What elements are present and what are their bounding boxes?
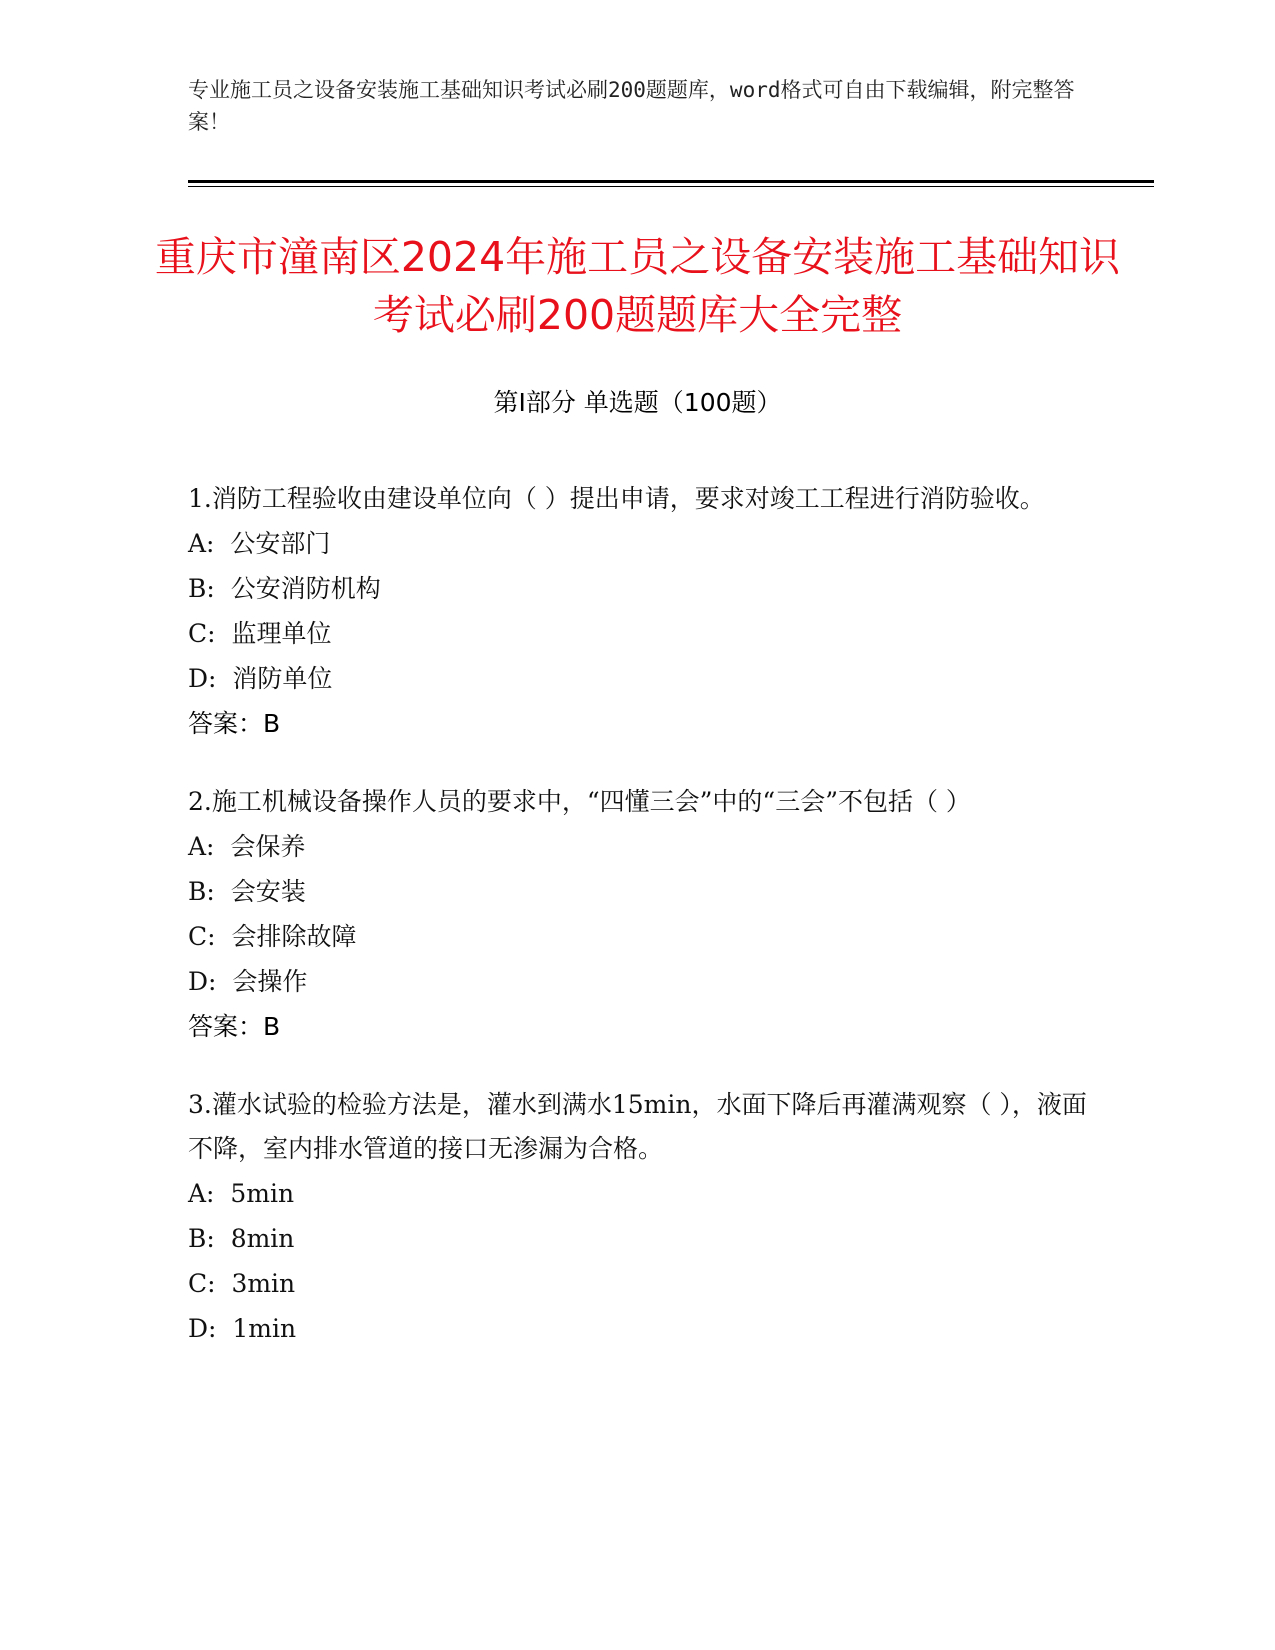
answer: 答案：B <box>188 1012 281 1041</box>
option-a: A: 公安部门 <box>188 529 331 558</box>
option-a: A: 会保养 <box>188 832 306 861</box>
option-c: C: 会排除故障 <box>188 922 357 951</box>
header-rule-thick <box>188 180 1154 183</box>
section-title: 第Ⅰ部分 单选题（100题） <box>493 388 782 417</box>
header-note: 专业施工员之设备安装施工基础知识考试必刷200题题库，word格式可自由下载编辑，附完整答案！ <box>188 78 1075 134</box>
option-d: D: 1min <box>188 1314 297 1343</box>
question-stem: 1.消防工程验收由建设单位向（ ）提出申请，要求对竣工工程进行消防验收。 <box>188 484 1045 513</box>
question-2 <box>188 780 1088 1049</box>
question-1 <box>188 477 1088 746</box>
option-c: C: 3min <box>188 1269 296 1298</box>
document-title: 重庆市潼南区2024年施工员之设备安装施工基础知识考试必刷200题题库大全完整 <box>154 233 1121 339</box>
option-c: C: 监理单位 <box>188 619 332 648</box>
option-a: A: 5min <box>188 1179 295 1208</box>
question-list <box>188 477 1088 1385</box>
question-3 <box>188 1083 1088 1351</box>
question-stem: 3.灌水试验的检验方法是，灌水到满水15min，水面下降后再灌满观察（ ），液面不降，室内排水管道的接口无渗漏为合格。 <box>188 1090 1087 1163</box>
option-b: B: 会安装 <box>188 877 306 906</box>
header-rule-thin <box>188 186 1154 187</box>
answer: 答案：B <box>188 709 281 738</box>
option-b: B: 公安消防机构 <box>188 574 381 603</box>
option-d: D: 会操作 <box>188 967 308 996</box>
option-d: D: 消防单位 <box>188 664 333 693</box>
question-stem: 2.施工机械设备操作人员的要求中，“四懂三会”中的“三会”不包括（ ） <box>188 787 971 816</box>
option-b: B: 8min <box>188 1224 295 1253</box>
